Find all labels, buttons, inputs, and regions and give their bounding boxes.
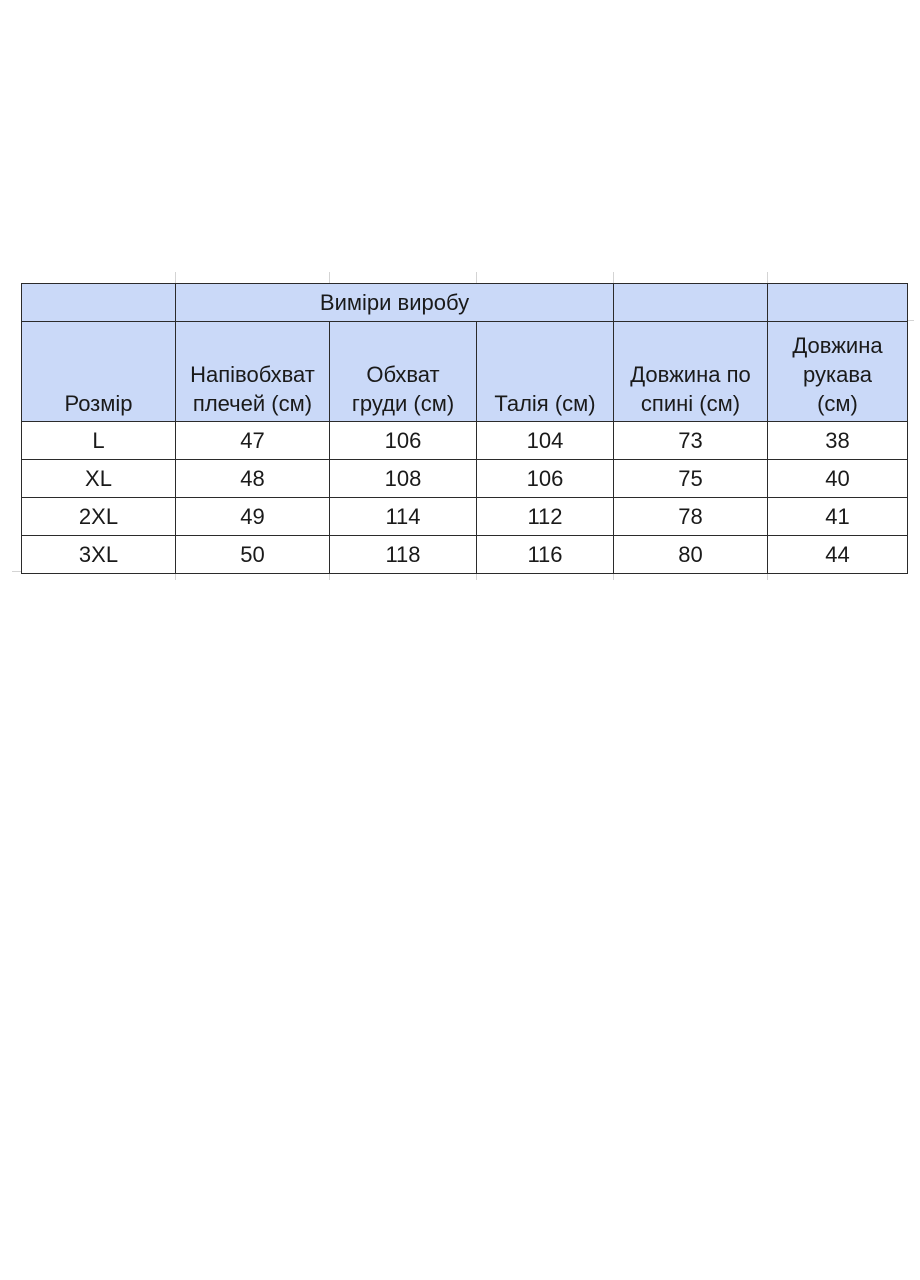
table-cell: 80 (614, 536, 768, 574)
gridline-stub (329, 272, 330, 283)
table-cell: 114 (330, 498, 477, 536)
table-cell: 47 (176, 422, 330, 460)
gridline-stub (12, 571, 21, 572)
header-cell-empty (768, 284, 908, 322)
column-header-sleeve-length: Довжина рукава (см) (768, 322, 908, 422)
size-cell: XL (22, 460, 176, 498)
gridline-stub (767, 272, 768, 283)
table-cell: 49 (176, 498, 330, 536)
table-row (22, 498, 908, 536)
gridline-stub (175, 272, 176, 283)
size-cell: 2XL (22, 498, 176, 536)
column-header-chest: Обхват груди (см) (330, 322, 477, 422)
size-cell: 3XL (22, 536, 176, 574)
column-header-back-length: Довжина по спині (см) (614, 322, 768, 422)
table-cell: 44 (768, 536, 908, 574)
size-cell: L (22, 422, 176, 460)
table-cell: 108 (330, 460, 477, 498)
table-row (22, 460, 908, 498)
column-header-row (22, 322, 908, 422)
table-cell: 50 (176, 536, 330, 574)
size-table (21, 283, 908, 574)
table-cell: 40 (768, 460, 908, 498)
table-cell: 112 (477, 498, 614, 536)
table-cell: 104 (477, 422, 614, 460)
table-cell: 106 (330, 422, 477, 460)
table-row (22, 536, 908, 574)
table-cell: 118 (330, 536, 477, 574)
column-header-size: Розмір (22, 322, 176, 422)
header-cell-empty (22, 284, 176, 322)
table-row (22, 422, 908, 460)
table-cell: 48 (176, 460, 330, 498)
table-cell: 106 (477, 460, 614, 498)
group-header-cell (176, 284, 614, 322)
header-cell-empty (614, 284, 768, 322)
table-cell: 78 (614, 498, 768, 536)
table-cell: 75 (614, 460, 768, 498)
group-header-row (22, 284, 908, 322)
table-cell: 38 (768, 422, 908, 460)
gridline-stub (476, 272, 477, 283)
table-cell: 73 (614, 422, 768, 460)
table-cell: 41 (768, 498, 908, 536)
gridline-stub (613, 272, 614, 283)
table-cell: 116 (477, 536, 614, 574)
group-header-label: Виміри виробу (319, 290, 470, 315)
column-header-shoulders: Напівобхват плечей (см) (176, 322, 330, 422)
column-header-waist: Талія (см) (477, 322, 614, 422)
size-chart (21, 283, 907, 574)
